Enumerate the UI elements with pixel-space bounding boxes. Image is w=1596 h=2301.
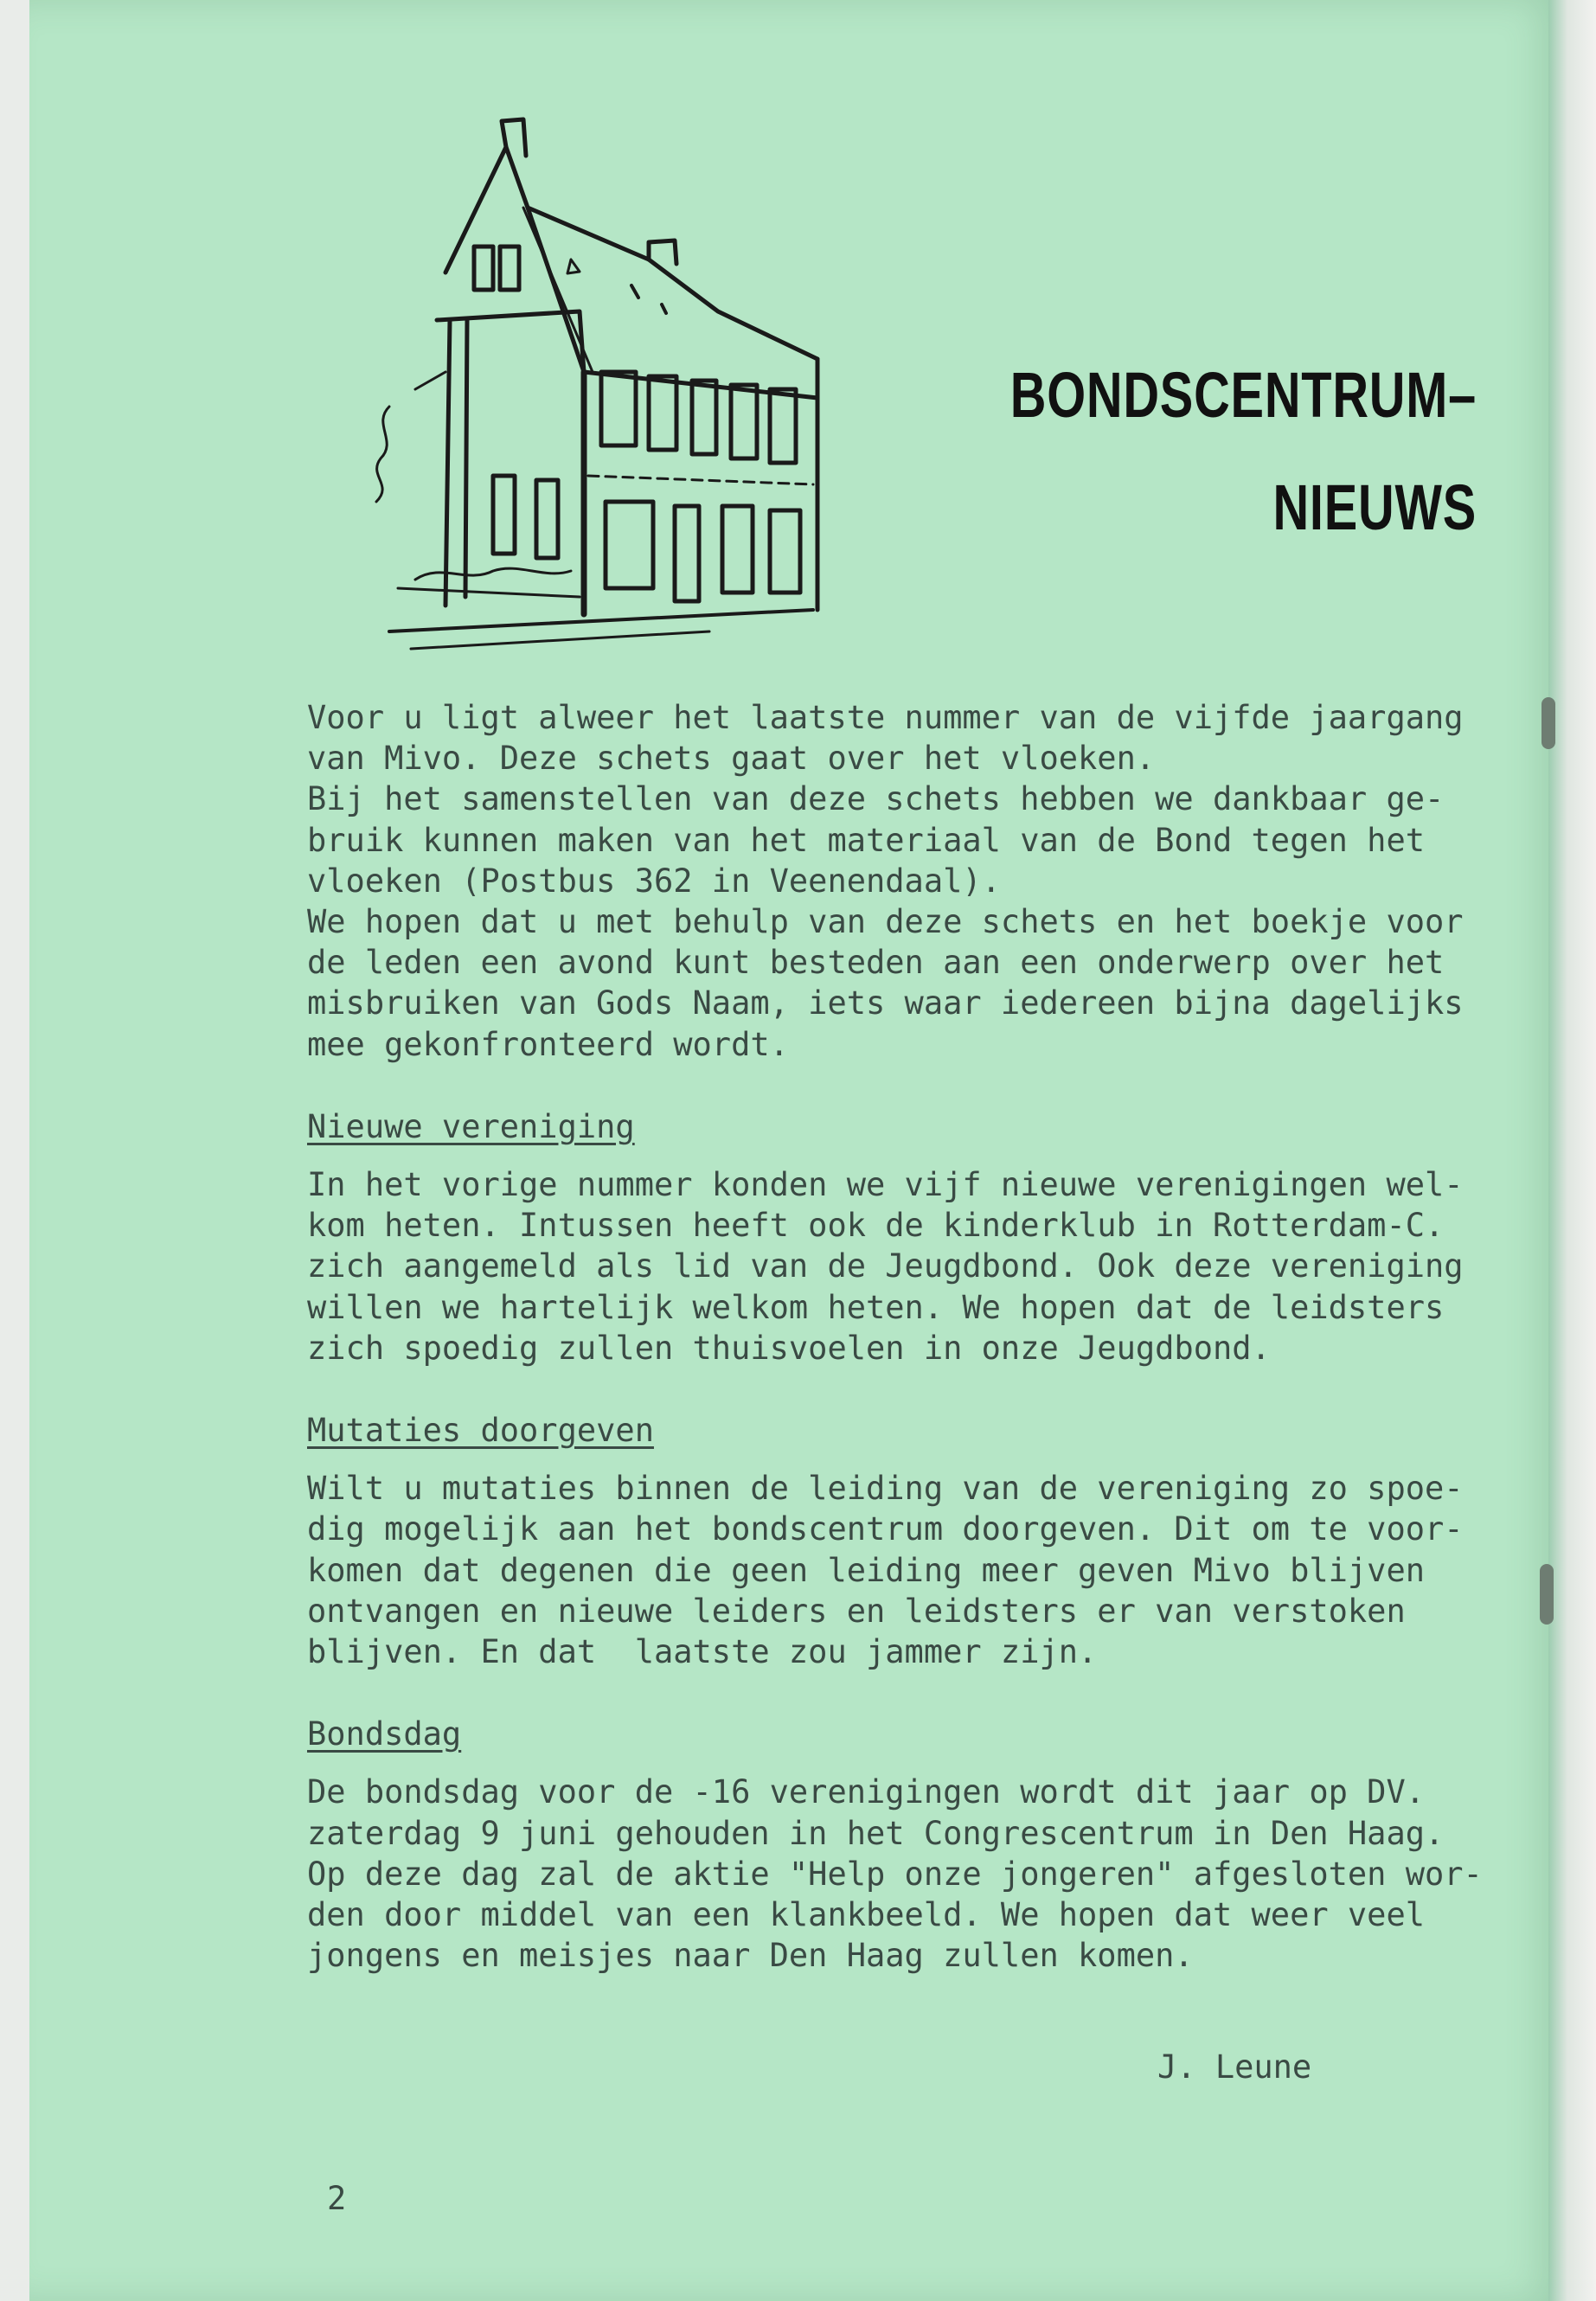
page-headline [1004, 339, 1477, 564]
text-line: Wilt u mutaties binnen de leiding van de vereniging zo spoe- [307, 1470, 1464, 1508]
text-line: kom heten. Intussen heeft ook de kinderklub in Rotterdam-C. [307, 1207, 1445, 1245]
text-line: mee gekonfronteerd wordt. [307, 1025, 789, 1063]
page-number: 2 [327, 2180, 347, 2217]
text-line: blijven. En dat laatste zou jammer zijn. [307, 1633, 1098, 1671]
text-line: In het vorige nummer konden we vijf nieuwe verenigingen wel- [307, 1166, 1464, 1204]
text-line: dig mogelijk aan het bondscentrum doorgeven. Dit om te voor- [307, 1510, 1464, 1548]
headline-line-1: BONDSCENTRUM– [1010, 359, 1477, 431]
text-line: ontvangen en nieuwe leiders en leidsters er van verstoken [307, 1592, 1406, 1630]
building-sketch-illustration [363, 112, 848, 701]
intro-paragraph [307, 697, 1544, 1065]
text-line: de leden een avond kunt besteden aan een onderwerp over het [307, 944, 1445, 982]
headline-line-2: NIEUWS [1272, 471, 1477, 543]
text-line: zaterdag 9 juni gehouden in het Congrescentrum in Den Haag. [307, 1814, 1445, 1852]
section-heading-bondsdag: Bondsdag [307, 1715, 462, 1753]
text-line: den door middel van een klankbeeld. We hopen dat weer veel [307, 1896, 1426, 1934]
section-paragraph [307, 1164, 1544, 1368]
page-edge [1548, 0, 1596, 2301]
text-line: jongens en meisjes naar Den Haag zullen komen. [307, 1937, 1194, 1975]
text-line: van Mivo. Deze schets gaat over het vloeken. [307, 740, 1156, 778]
text-line: willen we hartelijk welkom heten. We hopen dat de leidsters [307, 1288, 1445, 1326]
text-line: Op deze dag zal de aktie "Help onze jongeren" afgesloten wor- [307, 1855, 1483, 1893]
text-line: vloeken (Postbus 362 in Veenendaal). [307, 862, 1001, 900]
text-line: bruik kunnen maken van het materiaal van de Bond tegen het [307, 821, 1426, 859]
text-line: De bondsdag voor de -16 verenigingen wordt dit jaar op DV. [307, 1773, 1426, 1811]
text-line: misbruiken van Gods Naam, iets waar iedereen bijna dagelijks [307, 984, 1464, 1022]
section-paragraph [307, 1772, 1544, 1976]
section-paragraph [307, 1468, 1544, 1672]
text-line: zich aangemeld als lid van de Jeugdbond. Ook deze vereniging [307, 1247, 1464, 1285]
article-body [307, 697, 1544, 1976]
section-heading-nieuwe-vereniging: Nieuwe vereniging [307, 1107, 635, 1145]
text-line: Voor u ligt alweer het laatste nummer van de vijfde jaargang [307, 699, 1464, 736]
text-line: zich spoedig zullen thuisvoelen in onze Jeugdbond. [307, 1329, 1271, 1367]
text-line: Bij het samenstellen van deze schets hebben we dankbaar ge- [307, 780, 1445, 818]
section-heading-mutaties-doorgeven: Mutaties doorgeven [307, 1412, 654, 1450]
text-line: komen dat degenen die geen leiding meer geven Mivo blijven [307, 1551, 1426, 1589]
text-line: We hopen dat u met behulp van deze schets en het boekje voor [307, 903, 1464, 941]
author-signature: J. Leune [1157, 2048, 1312, 2086]
